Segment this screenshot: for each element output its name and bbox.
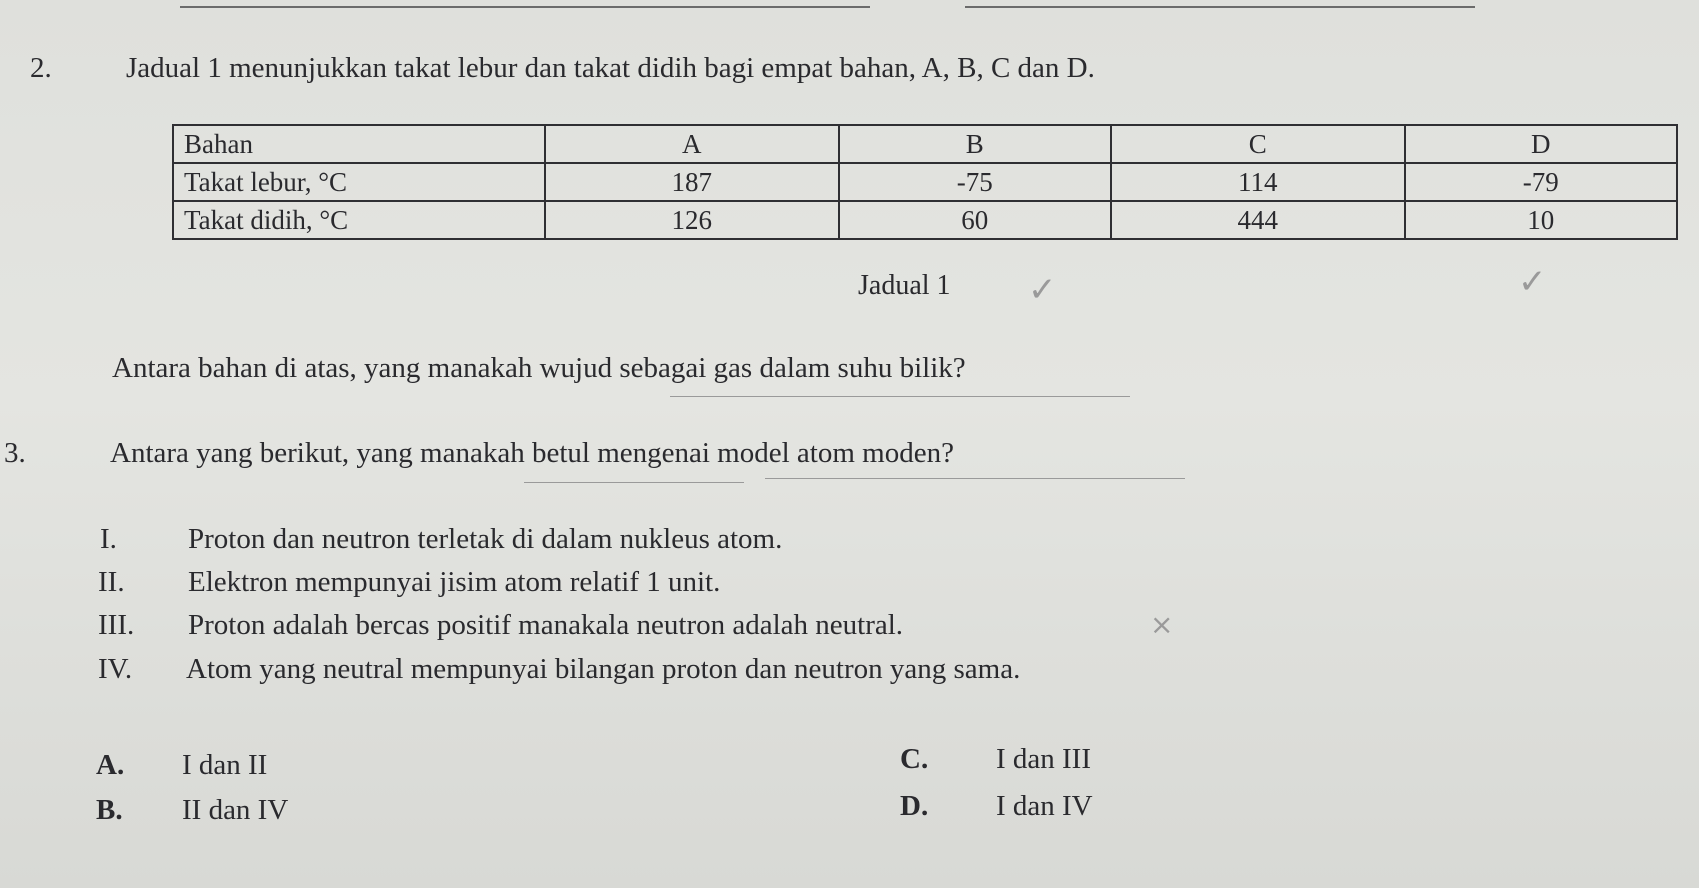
top-rule-left — [180, 6, 870, 8]
table-cell: 60 — [839, 201, 1111, 239]
statement-text: Elektron mempunyai jisim atom relatif 1 unit. — [188, 566, 721, 598]
option-text: II dan IV — [182, 794, 289, 826]
table-header-row — [173, 125, 1677, 163]
table-caption: Jadual 1 — [858, 270, 951, 301]
option-text: I dan II — [182, 749, 268, 781]
option-letter: D. — [900, 790, 929, 822]
option-letter: B. — [96, 794, 123, 826]
statement-numeral: II. — [98, 566, 125, 598]
table-cell: 126 — [545, 201, 839, 239]
table-cell: 444 — [1111, 201, 1405, 239]
pencil-underline-3 — [765, 478, 1185, 479]
table-cell: Takat didih, °C — [173, 201, 545, 239]
statement-numeral: III. — [98, 609, 135, 641]
table-header-cell: B — [839, 125, 1111, 163]
statement-text: Proton adalah bercas positif manakala neutron adalah neutral. — [188, 609, 904, 641]
table-cell: 114 — [1111, 163, 1405, 201]
question-2-number: 2. — [30, 52, 52, 84]
option-text: I dan III — [996, 743, 1092, 775]
table-header-cell: D — [1405, 125, 1677, 163]
table-cell: -75 — [839, 163, 1111, 201]
table-cell: 10 — [1405, 201, 1677, 239]
question-2-text: Jadual 1 menunjukkan takat lebur dan takat didih bagi empat bahan, A, B, C dan D. — [126, 52, 1095, 84]
question-2-prompt: Antara bahan di atas, yang manakah wujud sebagai gas dalam suhu bilik? — [112, 352, 966, 384]
table-cell: 187 — [545, 163, 839, 201]
option-letter: A. — [96, 749, 125, 781]
pencil-underline-1 — [670, 396, 1130, 397]
data-table — [172, 124, 1678, 240]
question-3-text: Antara yang berikut, yang manakah betul mengenai model atom moden? — [110, 437, 954, 469]
pencil-cross-mark: × — [1150, 608, 1174, 641]
table-cell: -79 — [1405, 163, 1677, 201]
top-rule-right — [965, 6, 1475, 8]
table-header-cell: A — [545, 125, 839, 163]
table-row — [173, 163, 1677, 201]
question-3-number: 3. — [4, 437, 26, 469]
pencil-underline-2 — [524, 482, 744, 483]
table-header-cell: C — [1111, 125, 1405, 163]
table-row — [173, 201, 1677, 239]
statement-numeral: I. — [100, 523, 117, 555]
pencil-check-mark-2: ✓ — [1518, 262, 1547, 302]
statement-text: Proton dan neutron terletak di dalam nukleus atom. — [188, 523, 783, 555]
table-cell: Takat lebur, °C — [173, 163, 545, 201]
statement-numeral: IV. — [98, 653, 133, 685]
option-text: I dan IV — [996, 790, 1093, 822]
table-header-cell: Bahan — [173, 125, 545, 163]
option-letter: C. — [900, 743, 929, 775]
statement-text: Atom yang neutral mempunyai bilangan proton dan neutron yang sama. — [186, 653, 1021, 685]
pencil-check-mark-1: ✓ — [1028, 270, 1057, 310]
